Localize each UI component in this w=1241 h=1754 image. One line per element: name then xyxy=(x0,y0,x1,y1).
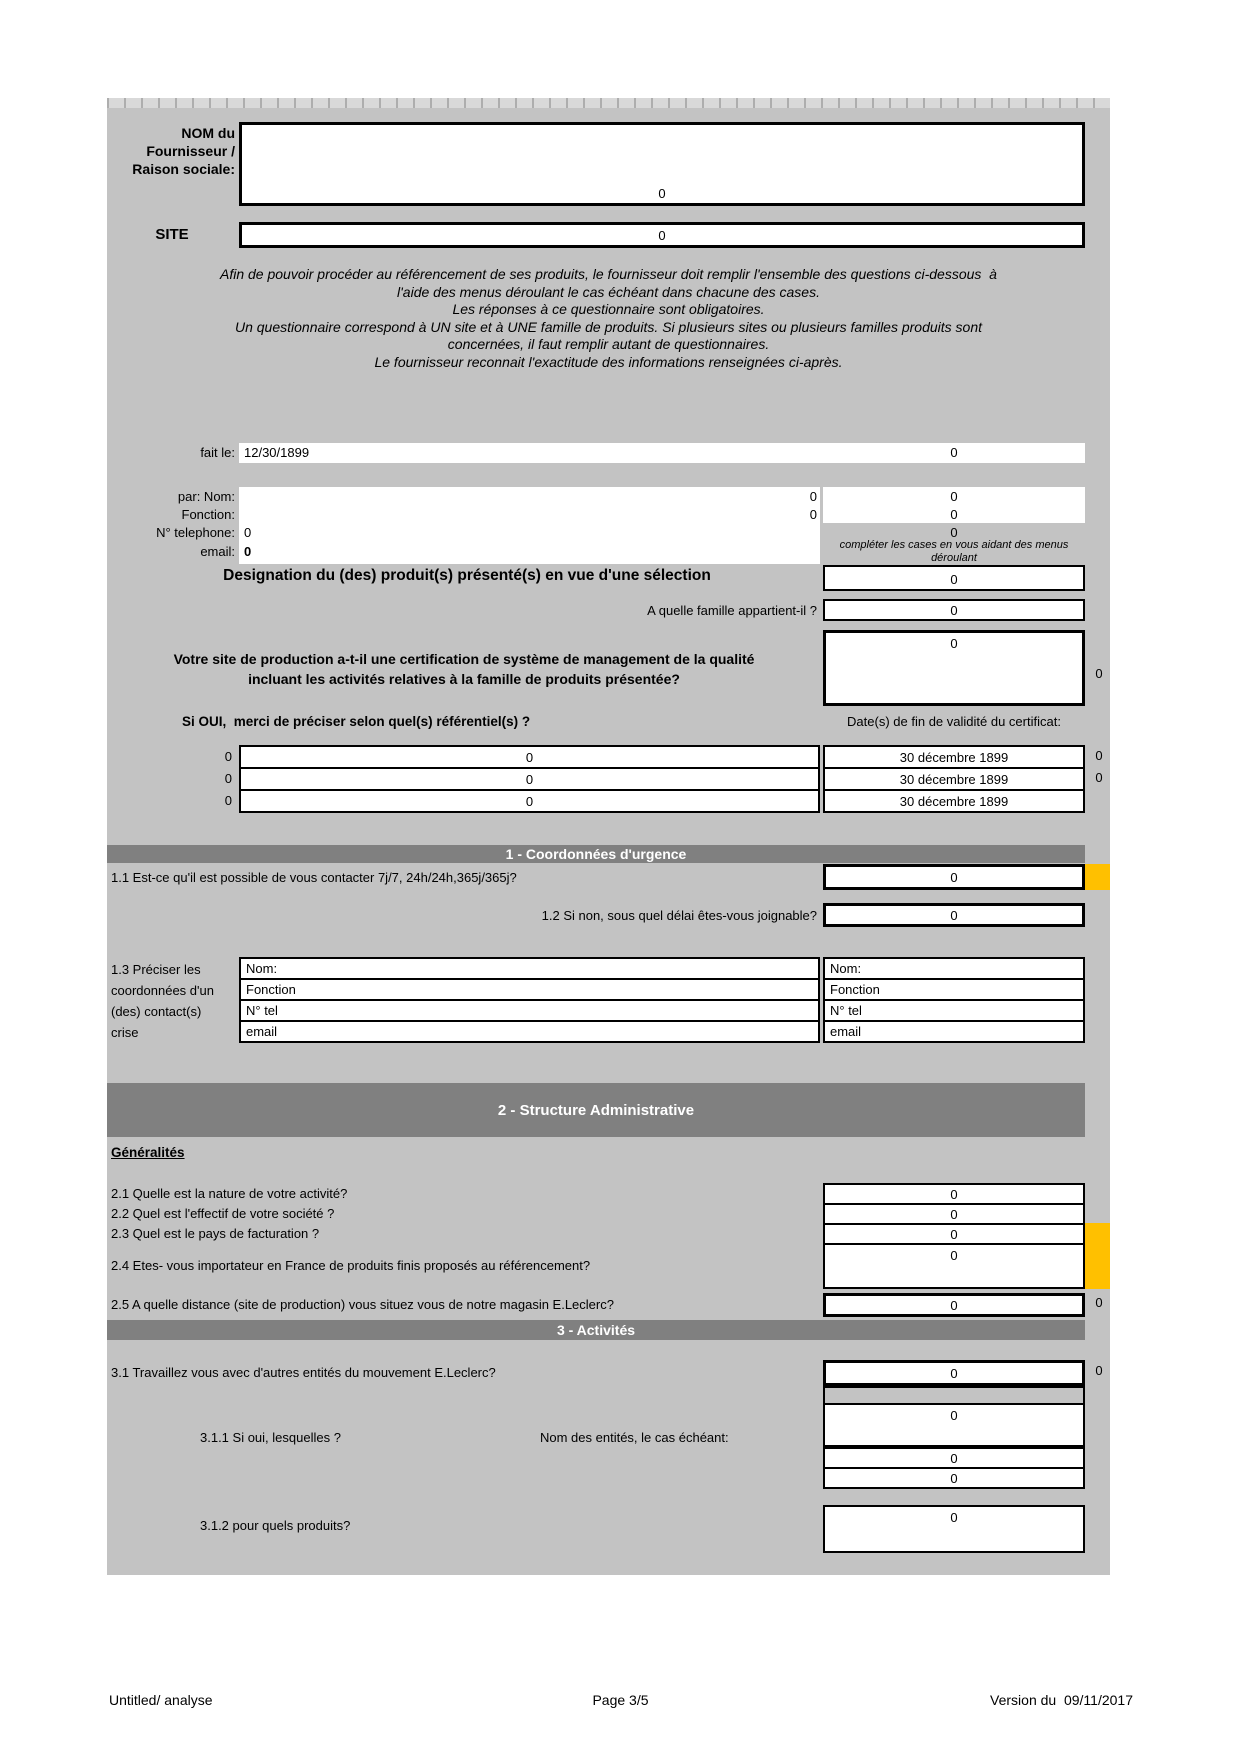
q13-label-line: 1.3 Préciser les xyxy=(111,962,201,977)
par-nom-value[interactable]: 0 xyxy=(809,489,817,504)
q24-label: 2.4 Etes- vous importateur en France de produits finis proposés au référencement? xyxy=(111,1258,591,1273)
referentiel-row-index: 0 xyxy=(224,749,232,764)
q312-label: 3.1.2 pour quels produits? xyxy=(200,1518,351,1533)
q25-side-value: 0 xyxy=(1095,1295,1103,1310)
section2-header: 2 - Structure Administrative xyxy=(107,1083,1085,1137)
dropdown-helper-note: compléter les cases en vous aidant des menus déroulant xyxy=(839,539,1069,564)
q21-value: 0 xyxy=(950,1186,958,1202)
q312-field[interactable] xyxy=(823,1505,1085,1553)
q31-label: 3.1 Travaillez vous avec d'autres entités du mouvement E.Leclerc? xyxy=(111,1365,496,1380)
q23-q24-highlight xyxy=(1085,1223,1110,1289)
q24-field[interactable] xyxy=(823,1243,1085,1289)
site-field[interactable] xyxy=(239,222,1085,248)
contact-fonction-field-2[interactable] xyxy=(823,978,1085,1001)
intro-line: Afin de pouvoir procéder au référencement de ses produits, le fournisseur doit remplir l'ensemble des questions ci-dessous à xyxy=(220,266,997,282)
site-value: 0 xyxy=(658,227,666,243)
intro-line: Les réponses à ce questionnaire sont obligatoires. xyxy=(452,301,765,317)
certification-field[interactable] xyxy=(823,630,1085,706)
site-label: SITE xyxy=(155,226,189,243)
referentiel-side-value: 0 xyxy=(1095,770,1103,785)
q311-main-field[interactable] xyxy=(823,1403,1085,1447)
intro-line: Un questionnaire correspond à UN site et à UNE famille de produits. Si plusieurs sites ou plusieurs familles produits sont xyxy=(234,318,983,335)
q312-value: 0 xyxy=(950,1510,958,1525)
q23-label: 2.3 Quel est le pays de facturation ? xyxy=(111,1226,320,1241)
famille-label: A quelle famille appartient-il ? xyxy=(647,603,817,618)
q13-label-line: (des) contact(s) xyxy=(111,1004,202,1019)
si-oui-label: Si OUI, merci de préciser selon quel(s) référentiel(s) ? xyxy=(182,714,531,729)
email-value[interactable]: 0 xyxy=(244,544,252,559)
referentiel-row-index: 0 xyxy=(224,771,232,786)
referentiel-row-index: 0 xyxy=(224,793,232,808)
q11-label: 1.1 Est-ce qu'il est possible de vous contacter 7j/7, 24h/24h,365j/365j? xyxy=(111,870,517,885)
contact-tel-field[interactable] xyxy=(239,999,820,1022)
certificat-date-field[interactable] xyxy=(823,789,1085,813)
contact-field-label: email xyxy=(830,1024,862,1039)
q11-value: 0 xyxy=(950,869,958,885)
certificat-date-value: 30 décembre 1899 xyxy=(899,793,1009,809)
q25-label: 2.5 A quelle distance (site de production) vous situez vous de notre magasin E.Leclerc? xyxy=(111,1297,614,1312)
footer-page-number: Page 3/5 xyxy=(592,1692,649,1708)
certificat-date-value: 30 décembre 1899 xyxy=(899,771,1009,787)
certificat-date-field[interactable] xyxy=(823,767,1085,791)
date-validite-header: Date(s) de fin de validité du certificat: xyxy=(847,714,1061,729)
email-label: email: xyxy=(200,544,235,559)
q22-value: 0 xyxy=(950,1206,958,1222)
contact-field-label: Nom: xyxy=(246,961,278,976)
contact-field-label: email xyxy=(246,1024,278,1039)
questionnaire-form xyxy=(107,98,1110,1575)
certification-question xyxy=(107,650,821,689)
q13-label-line: crise xyxy=(111,1025,139,1040)
referentiel-field[interactable] xyxy=(239,767,820,791)
telephone-value[interactable]: 0 xyxy=(244,525,252,540)
intro-line: Le fournisseur reconnait l'exactitude des informations renseignées ci-après. xyxy=(374,353,843,370)
referentiel-side-value: 0 xyxy=(1095,748,1103,763)
intro-line: l'aide des menus déroulant le cas échéant dans chacune des cases. xyxy=(397,283,820,300)
q24-value: 0 xyxy=(950,1248,958,1263)
q25-value: 0 xyxy=(950,1297,958,1313)
supplier-name-field[interactable] xyxy=(239,122,1085,206)
q12-label: 1.2 Si non, sous quel délai êtes-vous joignable? xyxy=(541,908,817,923)
contact-fonction-field[interactable] xyxy=(239,978,820,1001)
q311-value: 0 xyxy=(950,1470,958,1486)
q21-label: 2.1 Quelle est la nature de votre activité? xyxy=(111,1186,348,1201)
contact-field-label: Nom: xyxy=(830,961,862,976)
q23-value: 0 xyxy=(950,1226,958,1242)
footer-version: Version du 09/11/2017 xyxy=(990,1692,1133,1708)
certification-question-line: incluant les activités relatives à la famille de produits présentée? xyxy=(248,670,680,687)
referentiel-field[interactable] xyxy=(239,745,820,769)
certification-question-line: Votre site de production a-t-il une certification de système de management de la qualité xyxy=(173,651,755,667)
section3-header: 3 - Activités xyxy=(107,1320,1085,1340)
famille-value: 0 xyxy=(950,602,958,618)
telephone-label: N° telephone: xyxy=(156,525,235,540)
referentiel-field[interactable] xyxy=(239,789,820,813)
intro-paragraph xyxy=(107,266,1110,371)
referentiel-value: 0 xyxy=(525,793,534,809)
contact-field-label: N° tel xyxy=(246,1003,278,1018)
contact-fields-bg[interactable] xyxy=(239,487,820,564)
q25-field[interactable] xyxy=(823,1293,1085,1317)
contact-nom-field[interactable] xyxy=(239,957,820,980)
certification-value: 0 xyxy=(950,636,958,651)
q311-field-2[interactable] xyxy=(823,1447,1085,1469)
famille-field[interactable] xyxy=(823,599,1085,621)
q11-field[interactable] xyxy=(823,864,1085,890)
referentiel-value: 0 xyxy=(525,749,534,765)
supplier-name-value: 0 xyxy=(658,186,666,201)
referentiel-value: 0 xyxy=(525,771,534,787)
contact-email-field[interactable] xyxy=(239,1020,820,1043)
q311-field-3[interactable] xyxy=(823,1467,1085,1489)
q12-value: 0 xyxy=(950,907,958,923)
q11-highlight xyxy=(1085,864,1110,890)
certification-side-value: 0 xyxy=(1095,666,1103,681)
contact-email-field-2[interactable] xyxy=(823,1020,1085,1043)
section1-header: 1 - Coordonnées d'urgence xyxy=(107,845,1085,863)
contact-field-label: Fonction xyxy=(246,982,296,997)
q311-hint: Nom des entités, le cas échéant: xyxy=(540,1430,729,1445)
q311-label: 3.1.1 Si oui, lesquelles ? xyxy=(200,1430,341,1445)
form-top-border xyxy=(107,98,1110,108)
designation-field[interactable] xyxy=(823,565,1085,591)
fait-le-label: fait le: xyxy=(200,445,235,460)
fonction-label: Fonction: xyxy=(181,507,235,522)
q23-field[interactable] xyxy=(823,1223,1085,1245)
generalites-subtitle: Généralités xyxy=(111,1145,185,1160)
fonction-value[interactable]: 0 xyxy=(809,507,817,522)
q22-field[interactable] xyxy=(823,1203,1085,1225)
intro-line: concernées, il faut remplir autant de questionnaires. xyxy=(447,336,770,352)
certificat-date-value: 30 décembre 1899 xyxy=(899,749,1009,765)
contact-field-label: Fonction xyxy=(830,982,880,997)
telephone-side-value: 0 xyxy=(950,525,958,540)
q22-label: 2.2 Quel est l'effectif de votre société ? xyxy=(111,1206,335,1221)
designation-value: 0 xyxy=(950,572,958,587)
q311-value: 0 xyxy=(950,1450,958,1466)
q31-value: 0 xyxy=(950,1365,958,1381)
footer-document-title: Untitled/ analyse xyxy=(109,1692,213,1708)
contact-field-label: N° tel xyxy=(830,1003,862,1018)
q13-label xyxy=(111,959,237,1043)
par-nom-side-value: 0 xyxy=(950,489,958,504)
q21-field[interactable] xyxy=(823,1183,1085,1205)
q31-field[interactable] xyxy=(823,1360,1085,1386)
fonction-side-value: 0 xyxy=(950,507,958,522)
contact-nom-field-2[interactable] xyxy=(823,957,1085,980)
supplier-name-label: NOM du Fournisseur / Raison sociale: xyxy=(132,125,235,177)
contact-tel-field-2[interactable] xyxy=(823,999,1085,1022)
certificat-date-field[interactable] xyxy=(823,745,1085,769)
fait-le-value[interactable]: 12/30/1899 xyxy=(244,445,310,460)
designation-label: Designation du (des) produit(s) présenté(s) en vue d'une sélection xyxy=(223,567,711,584)
q31-side-value: 0 xyxy=(1095,1363,1103,1378)
q12-field[interactable] xyxy=(823,903,1085,927)
fait-le-side-value: 0 xyxy=(950,445,958,460)
q311-main-value: 0 xyxy=(950,1408,958,1423)
q13-label-line: coordonnées d'un xyxy=(111,983,214,998)
par-nom-label: par: Nom: xyxy=(177,489,235,504)
